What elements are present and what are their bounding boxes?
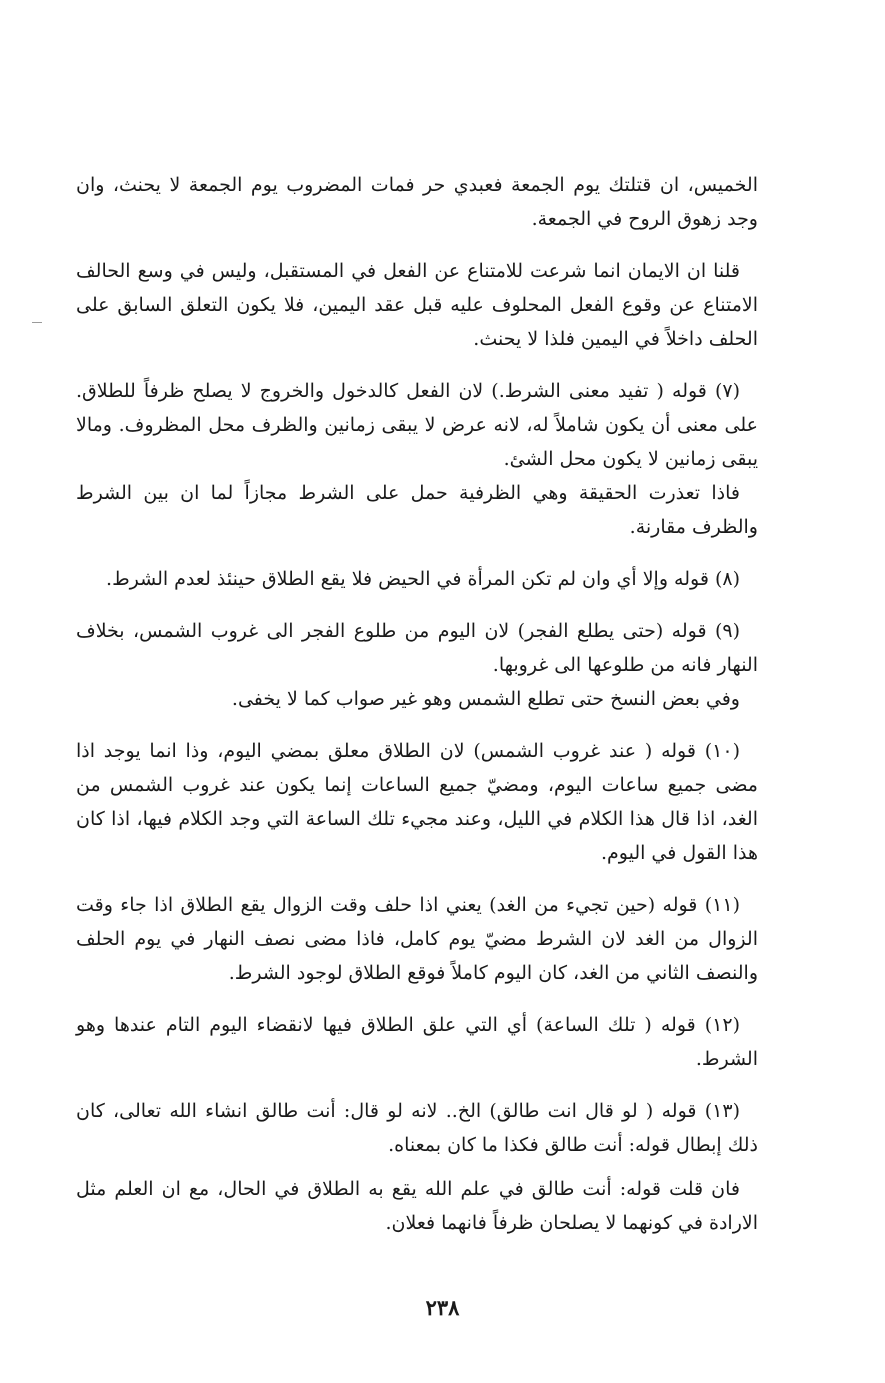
paragraph-oath-rationale: قلنا ان الايمان انما شرعت للامتناع عن الفعل في المستقبل، وليس في وسع الحالف الامتناع عن وقوع الفعل المحلوف عليه قبل عقد اليمين، فلا يكون التعلق السابق على الحلف داخلاً في اليمين فلذا لا يحنث. [76,260,758,350]
note-12: (١٢) قوله ( تلك الساعة) أي التي علق الطلاق فيها لانقضاء اليوم التام عندها وهو الشرط. [76,1014,758,1070]
paragraph-continuation: الخميس، ان قتلتك يوم الجمعة فعبدي حر فمات المضروب يوم الجمعة لا يحنث، وان وجد زهوق الروح في الجمعة. [76,174,758,230]
body-text [76,168,758,1240]
margin-mark [32,322,42,323]
note-11: (١١) قوله (حين تجيء من الغد) يعني اذا حلف وقت الزوال يقع الطلاق اذا جاء وقت الزوال من الغد لان الشرط مضيّ يوم كامل، فاذا مضى نصف النهار في يوم الحلف والنصف الثاني من الغد، كان اليوم كاملاً فوقع الطلاق لوجود الشرط. [76,894,758,984]
note-9-continuation: وفي بعض النسخ حتى تطلع الشمس وهو غير صواب كما لا يخفى. [231,688,740,710]
note-7-continuation: فاذا تعذرت الحقيقة وهي الظرفية حمل على الشرط مجازاً لما ان بين الشرط والظرف مقارنة. [76,482,758,538]
note-9: (٩) قوله (حتى يطلع الفجر) لان اليوم من طلوع الفجر الى غروب الشمس، بخلاف النهار فانه من طلوعها الى غروبها. [76,620,758,676]
page-number: ٢٣٨ [425,1295,460,1320]
note-13-continuation: فان قلت قوله: أنت طالق في علم الله يقع به الطلاق في الحال، مع ان العلم مثل الارادة في كونهما لا يصلحان ظرفاً فانهما فعلان. [76,1178,758,1234]
note-8: (٨) قوله وإلا أي وان لم تكن المرأة في الحيض فلا يقع الطلاق حينئذ لعدم الشرط. [106,568,740,590]
note-13: (١٣) قوله ( لو قال انت طالق) الخ.. لانه لو قال: أنت طالق انشاء الله تعالى، كان ذلك إبطال قوله: أنت طالق فكذا ما كان بمعناه. [76,1100,758,1156]
note-7: (٧) قوله ( تفيد معنى الشرط.) لان الفعل كالدخول والخروج لا يصلح ظرفاً للطلاق. على معنى أن يكون شاملاً له، لانه عرض لا يبقى زمانين والظرف محل المظروف. ومالا يبقى زمانين لا يكون محل الشئ. [76,380,758,470]
note-10: (١٠) قوله ( عند غروب الشمس) لان الطلاق معلق بمضي اليوم، وذا انما يوجد اذا مضى جميع ساعات اليوم، ومضيّ جميع الساعات إنما يكون عند غروب الشمس من الغد، اذا قال هذا الكلام في الليل، وعند مجيء تلك الساعة التي وجد الكلام فيها، اذا كان هذا القول في اليوم. [76,740,758,864]
